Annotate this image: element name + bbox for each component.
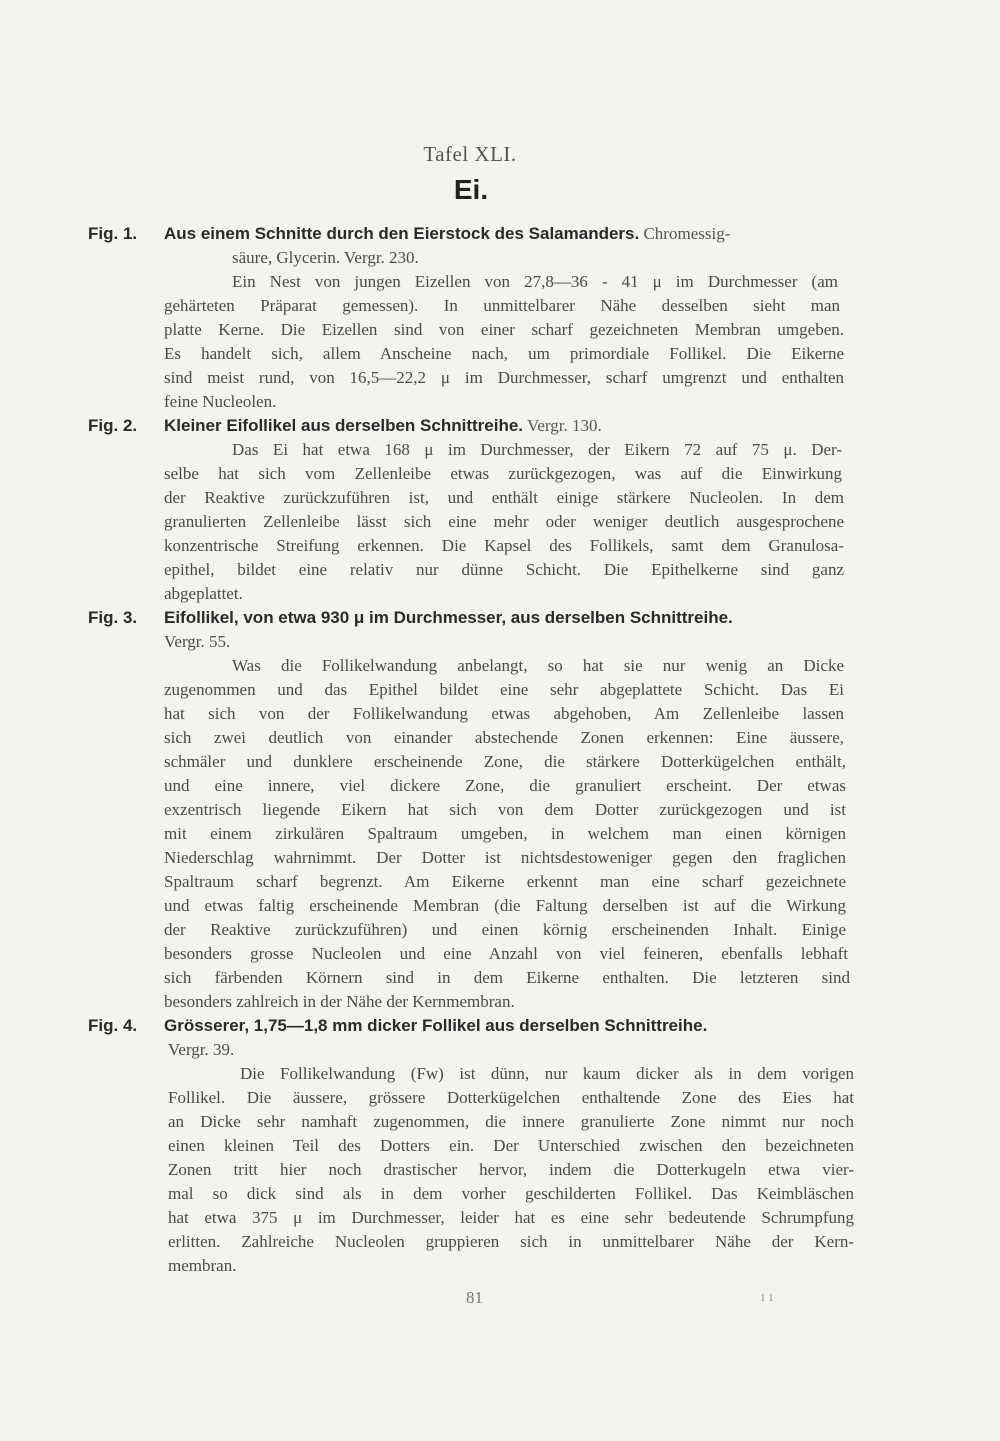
figure-4-line: Vergr. 39. [168, 1040, 235, 1059]
subject-heading: Ei. [453, 174, 489, 205]
figure-1-line: säure, Glycerin. Vergr. 230. [232, 248, 419, 267]
figure-4-line: einen kleinen Teil des Dotters ein. Der Unterschied zwischen den bezeichneten [168, 1136, 854, 1155]
figure-title: Eifollikel, von etwa 930 μ im Durchmesser, aus derselben Schnittreihe. [164, 608, 733, 627]
signature-mark: 11 [760, 1292, 777, 1304]
figure-4-line: an Dicke sehr namhaft zugenommen, die innere granulierte Zone nimmt nur noch [168, 1112, 854, 1131]
figure-1-line: feine Nucleolen. [164, 392, 277, 411]
figure-1-line: Es handelt sich, allem Anscheine nach, um primordiale Follikel. Die Eikerne [164, 344, 844, 363]
figure-2-heading [88, 414, 858, 437]
figure-label: Fig. 1. [88, 224, 138, 243]
figure-4-line: Zonen tritt hier noch drastischer hervor, indem die Dotterkugeln etwa vier- [168, 1160, 854, 1179]
figure-1-line: Ein Nest von jungen Eizellen von 27,8—36 - 41 μ im Durchmesser (am [232, 272, 838, 291]
figure-3-heading [88, 606, 858, 629]
figure-1-line: platte Kerne. Die Eizellen sind von einer scharf gezeichneten Membran umgeben. [164, 320, 844, 339]
figure-3-line: besonders zahlreich in der Nähe der Kernmembran. [164, 992, 515, 1011]
figure-3-line: der Reaktive zurückzuführen) und einen körnig erscheinenden Inhalt. Einige [164, 920, 846, 939]
figure-4-line: membran. [168, 1256, 237, 1275]
figure-label: Fig. 3. [88, 608, 138, 627]
figure-2-line: granulierten Zellenleibe lässt sich eine mehr oder weniger deutlich ausgesprochene [164, 512, 844, 531]
figure-label: Fig. 2. [88, 416, 138, 435]
figure-title: Aus einem Schnitte durch den Eierstock des Salamanders. [164, 224, 640, 243]
figure-title: Grösserer, 1,75—1,8 mm dicker Follikel aus derselben Schnittreihe. [164, 1016, 708, 1035]
figure-1-line: gehärteten Präparat gemessen). In unmittelbarer Nähe desselben sieht man [164, 296, 840, 315]
figure-3-line: hat sich von der Follikelwandung etwas abgehoben, Am Zellenleibe lassen [164, 704, 844, 723]
figure-label: Fig. 4. [88, 1016, 138, 1035]
figure-3-line: mit einem zirkulären Spaltraum umgeben, in welchem man einen körnigen [164, 824, 846, 843]
figure-3-line: Was die Follikelwandung anbelangt, so hat sie nur wenig an Dicke [232, 656, 844, 675]
figure-heading-rest: Chromessig- [643, 224, 731, 243]
figure-3-line: exzentrisch liegende Eikern hat sich von dem Dotter zurückgezogen und ist [164, 800, 846, 819]
figure-2-line: der Reaktive zurückzuführen ist, und enthält einige stärkere Nucleolen. In dem [164, 488, 844, 507]
figure-4-line: erlitten. Zahlreiche Nucleolen gruppieren sich in unmittelbarer Nähe der Kern- [168, 1232, 854, 1251]
figure-3-line: Vergr. 55. [164, 632, 231, 651]
figure-3-line: zugenommen und das Epithel bildet eine sehr abgeplattete Schicht. Das Ei [164, 680, 844, 699]
figure-heading-rest: Vergr. 130. [526, 416, 602, 435]
figure-4-heading [88, 1014, 858, 1037]
plate-title: Tafel XLI. [423, 142, 517, 166]
figure-1-line: sind meist rund, von 16,5—22,2 μ im Durchmesser, scharf umgrenzt und enthalten [164, 368, 844, 387]
figure-4-line: hat etwa 375 μ im Durchmesser, leider hat es eine sehr bedeutende Schrumpfung [168, 1208, 854, 1227]
figure-3-line: Spaltraum scharf begrenzt. Am Eikerne erkennt man eine scharf gezeichnete [164, 872, 846, 891]
figure-3-line: sich zwei deutlich von einander abstechende Zonen erkennen: Eine äussere, [164, 728, 844, 747]
figure-2-line: abgeplattet. [164, 584, 243, 603]
figure-3-line: sich färbenden Körnern sind in dem Eikerne enthalten. Die letzteren sind [164, 968, 850, 987]
figure-3-line: und etwas faltig erscheinende Membran (die Faltung derselben ist auf die Wirkung [164, 896, 846, 915]
figure-title: Kleiner Eifollikel aus derselben Schnittreihe. [164, 416, 524, 435]
figure-2-line: selbe hat sich vom Zellenleibe etwas zurückgezogen, was auf die Einwirkung [164, 464, 842, 483]
figure-3-line: Niederschlag wahrnimmt. Der Dotter ist nichtsdestoweniger gegen den fraglichen [164, 848, 846, 867]
figure-4-line: Follikel. Die äussere, grössere Dotterkügelchen enthaltende Zone des Eies hat [168, 1088, 854, 1107]
figure-4-line: mal so dick sind als in dem vorher geschilderten Follikel. Das Keimbläschen [168, 1184, 854, 1203]
figure-2-line: konzentrische Streifung erkennen. Die Kapsel des Follikels, samt dem Granulosa- [164, 536, 844, 555]
figure-1-heading [88, 222, 858, 245]
page-number: 81 [466, 1288, 483, 1307]
figure-2-line: epithel, bildet eine relativ nur dünne Schicht. Die Epithelkerne sind ganz [164, 560, 844, 579]
figure-2-line: Das Ei hat etwa 168 μ im Durchmesser, der Eikern 72 auf 75 μ. Der- [232, 440, 842, 459]
figure-3-line: und eine innere, viel dickere Zone, die granuliert erscheint. Der etwas [164, 776, 846, 795]
figure-4-line: Die Follikelwandung (Fw) ist dünn, nur kaum dicker als in dem vorigen [240, 1064, 854, 1083]
figure-3-line: besonders grosse Nucleolen und eine Anzahl von viel feineren, ebenfalls lebhaft [164, 944, 848, 963]
figure-3-line: schmäler und dunklere erscheinende Zone, die stärkere Dotterkügelchen enthält, [164, 752, 846, 771]
